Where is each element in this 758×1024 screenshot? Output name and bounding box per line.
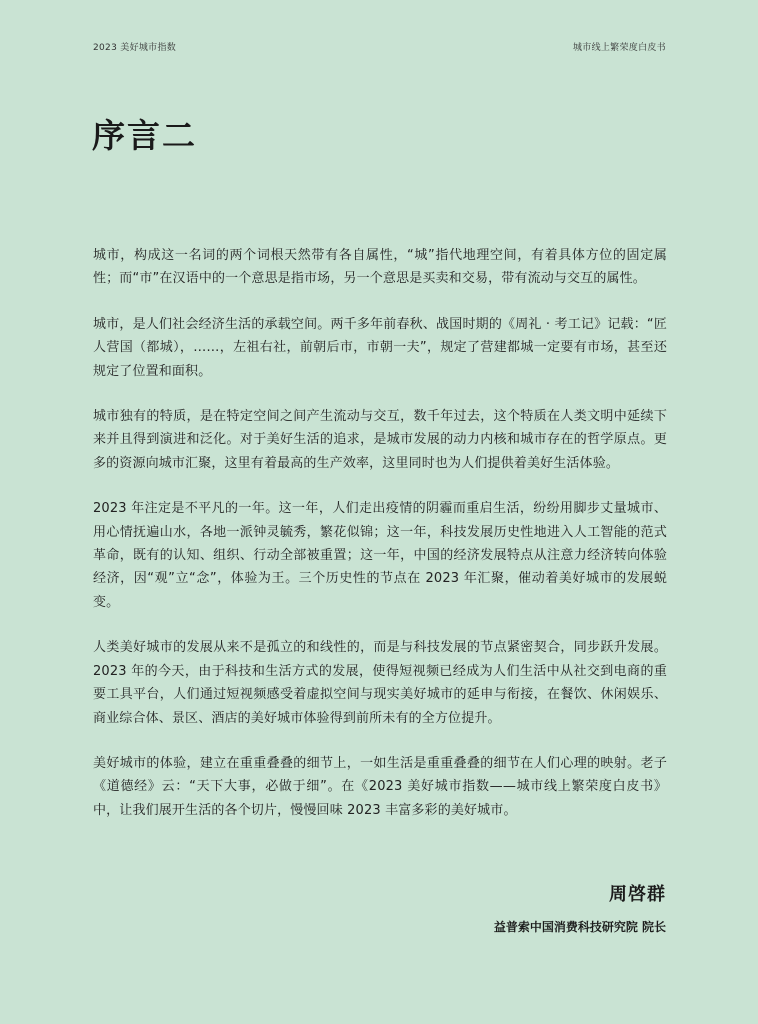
signature-block <box>494 880 666 935</box>
paragraph-4: 2023 年注定是不平凡的一年。这一年，人们走出疫情的阴霾而重启生活，纷纷用脚步丈量城市、用心情抚遍山水，各地一派钟灵毓秀，繁花似锦；这一年，科技发展历史性地进入人工智能的范式革命，既有的认知、组织、行动全部被重置；这一年，中国的经济发展特点从注意力经济转向体验经济，因“观”立“念”，体验为王。三个历史性的节点在 2023 年汇聚，催动着美好城市的发展蜕变。 <box>93 501 667 610</box>
paragraph-1: 城市，构成这一名词的两个词根天然带有各自属性，“城”指代地理空间，有着具体方位的固定属性；而“市”在汉语中的一个意思是指市场，另一个意思是买卖和交易，带有流动与交互的属性。 <box>93 248 667 287</box>
paragraph-5: 人类美好城市的发展从来不是孤立的和线性的，而是与科技发展的节点紧密契合，同步跃升发展。2023 年的今天，由于科技和生活方式的发展，使得短视频已经成为人们生活中从社交到电商的重要工具平台，人们通过短视频感受着虚拟空间与现实美好城市的延申与衔接，在餐饮、休闲娱乐、商业综合体、景区、酒店的美好城市体验得到前所未有的全方位提升。 <box>93 640 667 726</box>
author-title: 益普索中国消费科技研究院 院长 <box>493 920 666 934</box>
paragraph-6: 美好城市的体验，建立在重重叠叠的细节上，一如生活是重重叠叠的细节在人们心理的映射。老子《道德经》云：“天下大事，必做于细”。在《2023 美好城市指数——城市线上繁荣度白皮书》中，让我们展开生活的各个切片，慢慢回味 2023 丰富多彩的美好城市。 <box>93 755 667 818</box>
author-name: 周啓群 <box>609 884 666 905</box>
preface-body <box>93 244 667 844</box>
paragraph-2: 城市，是人们社会经济生活的承载空间。两千多年前春秋、战国时期的《周礼 · 考工记》记载：“匠人营国（都城），……，左祖右社，前朝后市，市朝一夫”，规定了营建都城一定要有市场，甚至还规定了位置和面积。 <box>93 316 667 379</box>
page-title: 序言二 <box>92 116 197 155</box>
header-report-title: 2023 美好城市指数 <box>93 43 177 53</box>
paragraph-3: 城市独有的特质，是在特定空间之间产生流动与交互，数千年过去，这个特质在人类文明中延续下来并且得到演进和泛化。对于美好生活的追求，是城市发展的动力内核和城市存在的哲学原点。更多的资源向城市汇聚，这里有着最高的生产效率，这里同时也为人们提供着美好生活体验。 <box>93 409 667 471</box>
header-whitepaper-title: 城市线上繁荣度白皮书 <box>572 43 666 53</box>
